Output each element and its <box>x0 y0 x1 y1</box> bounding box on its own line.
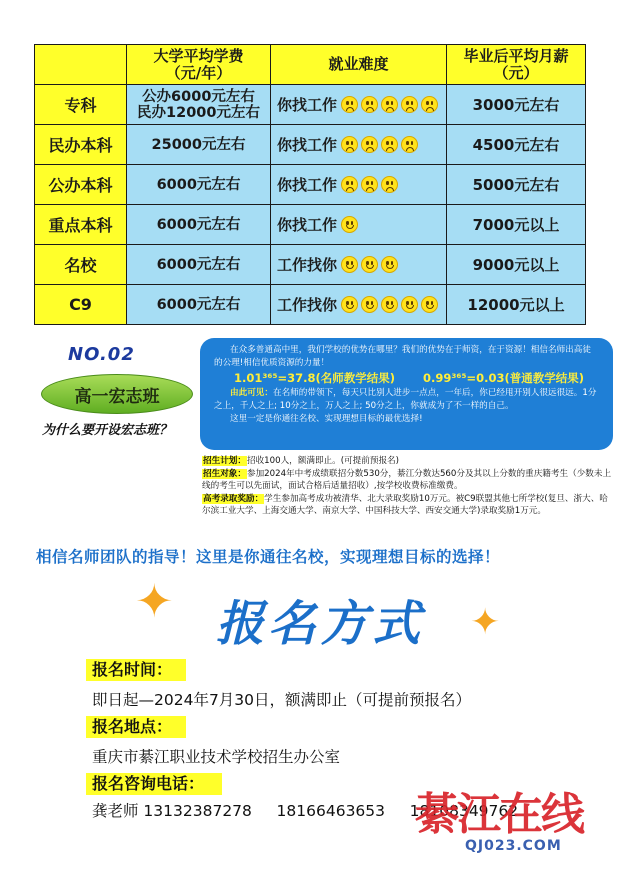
site-watermark <box>415 778 615 870</box>
employment-difficulty <box>271 165 447 205</box>
note-text: 在名师的带领下，每天只比别人进步一点点，一年后，你已经甩开别人很远很远。1分之上，千人之上; 10分之上，万人之上; 50分之上，你就成为了不一样的自己。 <box>214 388 597 411</box>
card-final: 这里一定是你通往名校、实现理想目标的最优选择! <box>230 414 423 424</box>
sad-face-icon <box>421 96 438 113</box>
smiley-face-icon <box>361 256 378 273</box>
monthly-salary: 7000元以上 <box>447 205 586 245</box>
sad-face-icon <box>361 176 378 193</box>
table-row <box>35 85 586 125</box>
star-icon: ✦ <box>470 602 501 643</box>
smiley-face-icon <box>421 296 438 313</box>
table-row <box>35 245 586 285</box>
enrollment-info <box>202 455 612 518</box>
monthly-salary: 5000元左右 <box>447 165 586 205</box>
target-line <box>202 468 612 493</box>
star-icon: ✦ <box>135 574 174 628</box>
table-row <box>35 285 586 325</box>
employment-difficulty <box>271 245 447 285</box>
monthly-salary: 12000元以上 <box>447 285 586 325</box>
difficulty-text: 你找工作 <box>277 176 338 194</box>
note-label: 由此可见： <box>230 388 273 398</box>
difficulty-text: 你找工作 <box>277 136 338 154</box>
reward-text: 学生参加高考成功被清华、北大录取奖励10万元。被C9联盟其他七所学校(复旦、浙大、哈尔滨工业大学、上海交通大学、南京大学、中国科技大学、西安交通大学)录取奖励1万元。 <box>202 493 608 517</box>
sad-face-icon <box>381 96 398 113</box>
formula-famous-teacher: 1.01³⁶⁵=37.8(名师教学结果) <box>234 371 396 385</box>
advantage-card <box>200 338 613 450</box>
smiley-face-icon <box>361 296 378 313</box>
smiley-face-icon <box>341 296 358 313</box>
reward-line <box>202 493 612 518</box>
tuition-fee: 6000元左右 <box>127 205 271 245</box>
target-label: 招生对象： <box>203 468 246 479</box>
monthly-salary: 9000元以上 <box>447 245 586 285</box>
section-number: NO.02 <box>68 344 135 365</box>
monthly-salary: 3000元左右 <box>447 85 586 125</box>
smiley-face-icon <box>401 296 418 313</box>
plan-label: 招生计划： <box>203 456 246 466</box>
smiley-face-icon <box>341 216 358 233</box>
class-name-badge <box>41 374 193 414</box>
tuition-fee: 6000元左右 <box>127 165 271 205</box>
target-text: 参加2024年中考成绩联招分数530分，綦江分数达560分及其以上分数的重庆籍考生（少数未上线的考生可以先面试，面试合格后适量招收）,按学校收费标准缴费。 <box>202 468 612 492</box>
education-level: 名校 <box>35 245 127 285</box>
tuition-fee: 6000元左右 <box>127 245 271 285</box>
signup-title: 报名方式 <box>215 596 424 652</box>
reward-label: 高考录取奖励： <box>203 493 264 504</box>
education-level: 专科 <box>35 85 127 125</box>
watermark-logo: 綦江在线 <box>415 789 583 840</box>
plan-text: 招收100人，额满即止。(可提前预报名) <box>246 456 399 466</box>
education-level: 民办本科 <box>35 125 127 165</box>
table-row <box>35 205 586 245</box>
smiley-face-icon <box>381 256 398 273</box>
header-difficulty: 就业难度 <box>271 45 447 85</box>
difficulty-text: 工作找你 <box>277 296 338 314</box>
table-row <box>35 125 586 165</box>
trust-slogan: 相信名师团队的指导！这里是你通往名校，实现理想目标的选择！ <box>36 548 501 566</box>
class-name: 高一宏志班 <box>74 386 160 407</box>
monthly-salary: 4500元左右 <box>447 125 586 165</box>
education-level: 重点本科 <box>35 205 127 245</box>
table-header-row <box>35 45 586 85</box>
education-level: 公办本科 <box>35 165 127 205</box>
formula-row <box>214 372 599 385</box>
tuition-fee: 公办6000元左右 民办12000元左右 <box>127 85 271 125</box>
sad-face-icon <box>381 136 398 153</box>
employment-difficulty <box>271 285 447 325</box>
header-level <box>35 45 127 85</box>
plan-line <box>202 455 612 468</box>
smiley-face-icon <box>341 256 358 273</box>
signup-time-value: 即日起—2024年7月30日，额满即止（可提前预报名） <box>92 691 472 709</box>
card-intro: 在众多普通高中里，我们学校的优势在哪里？我们的优势在于师资，在于资源！相信名师出高徒的公理!相信优质资源的力量！ <box>214 345 591 368</box>
tuition-fee: 25000元左右 <box>127 125 271 165</box>
sad-face-icon <box>361 96 378 113</box>
signup-phone-label: 报名咨询电话： <box>86 773 222 795</box>
sad-face-icon <box>341 96 358 113</box>
sad-face-icon <box>381 176 398 193</box>
tuition-fee: 6000元左右 <box>127 285 271 325</box>
employment-difficulty <box>271 125 447 165</box>
education-level: C9 <box>35 285 127 325</box>
why-question: 为什么要开设宏志班？ <box>42 423 173 438</box>
signup-place-label: 报名地点： <box>86 716 186 738</box>
employment-difficulty <box>271 85 447 125</box>
signup-phone-value: 龚老师 13132387278 18166463653 18108349762 <box>92 802 519 820</box>
smiley-face-icon <box>381 296 398 313</box>
sad-face-icon <box>341 136 358 153</box>
employment-difficulty <box>271 205 447 245</box>
watermark-url: QJ023.COM <box>465 838 562 854</box>
sad-face-icon <box>341 176 358 193</box>
sad-face-icon <box>401 96 418 113</box>
table-row <box>35 165 586 205</box>
sad-face-icon <box>401 136 418 153</box>
comparison-table <box>34 44 586 325</box>
difficulty-text: 你找工作 <box>277 216 338 234</box>
signup-place-value: 重庆市綦江职业技术学校招生办公室 <box>92 748 341 766</box>
header-salary: 毕业后平均月薪 （元） <box>447 45 586 85</box>
card-note <box>214 387 599 413</box>
signup-time-label: 报名时间： <box>86 659 186 681</box>
header-fee: 大学平均学费 （元/年） <box>127 45 271 85</box>
difficulty-text: 工作找你 <box>277 256 338 274</box>
sad-face-icon <box>361 136 378 153</box>
formula-ordinary: 0.99³⁶⁵=0.03(普通教学结果) <box>423 371 585 385</box>
difficulty-text: 你找工作 <box>277 96 338 114</box>
